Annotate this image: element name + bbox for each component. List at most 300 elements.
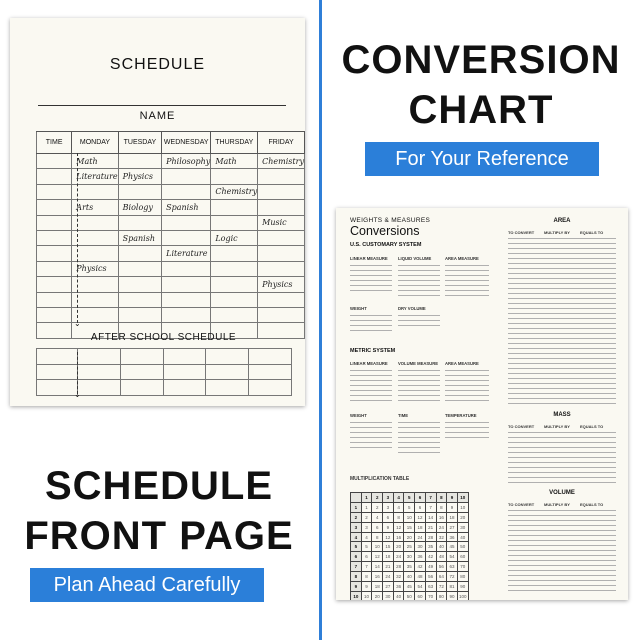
multiplication-cell: 45 (447, 542, 458, 552)
multiplication-cell: 42 (415, 562, 426, 572)
multiplication-cell: 20 (457, 512, 468, 522)
conversion-row (508, 432, 616, 433)
conversion-row (508, 243, 616, 244)
conversion-row (508, 378, 616, 379)
multiplication-cell: 3 (351, 522, 362, 532)
schedule-cell: Math (211, 154, 258, 169)
multiply-by-header: MULTIPLY BY (544, 230, 570, 235)
multiplication-cell: 24 (393, 552, 404, 562)
schedule-cell: Spanish (162, 200, 211, 215)
multiplication-cell: 35 (425, 542, 436, 552)
schedule-cell (118, 246, 162, 261)
conversion-row (508, 535, 616, 536)
multiplication-cell (351, 493, 362, 503)
multiplication-cell: 80 (436, 591, 447, 600)
schedule-heading-line2: FRONT PAGE (24, 514, 294, 558)
conversion-row (508, 318, 616, 319)
multiplication-cell: 8 (436, 493, 447, 503)
schedule-cell (72, 184, 118, 199)
multiplication-cell: 2 (372, 502, 383, 512)
multiplication-cell: 8 (351, 572, 362, 582)
multiplication-cell: 6 (361, 552, 372, 562)
conversion-row (508, 545, 616, 546)
conversion-heading-line2: CHART (408, 88, 554, 132)
multiplication-row (351, 591, 469, 600)
multiplication-cell: 10 (457, 502, 468, 512)
schedule-cell (258, 200, 305, 215)
metric-linear-heading: LINEAR MEASURE (350, 361, 388, 366)
volume-conversion-rows (508, 510, 616, 595)
after-school-cell (37, 349, 78, 365)
multiplication-cell: 28 (393, 562, 404, 572)
multiplication-cell: 10 (457, 493, 468, 503)
schedule-cell (37, 230, 72, 245)
multiplication-cell: 40 (404, 572, 415, 582)
schedule-cell (162, 169, 211, 184)
multiplication-cell: 54 (415, 582, 426, 592)
schedule-cell (118, 184, 162, 199)
column-header: TIME (37, 132, 72, 154)
schedule-cell: Arts (72, 200, 118, 215)
multiplication-cell: 21 (383, 562, 394, 572)
conversion-row (508, 585, 616, 586)
multiplication-cell: 28 (425, 532, 436, 542)
schedule-cell (118, 307, 162, 322)
schedule-title: SCHEDULE (109, 56, 206, 73)
conversion-row (508, 278, 616, 279)
conversion-row (508, 303, 616, 304)
multiplication-cell: 4 (361, 532, 372, 542)
to-convert-header: TO CONVERT (508, 230, 535, 235)
multiplication-cell: 18 (415, 522, 426, 532)
multiplication-cell: 27 (447, 522, 458, 532)
multiplication-cell: 9 (383, 522, 394, 532)
multiplication-cell: 32 (436, 532, 447, 542)
mass-table-title: MASS (553, 412, 571, 418)
conversion-row (508, 358, 616, 359)
conversion-row (508, 238, 616, 239)
schedule-sheet (10, 18, 305, 406)
multiplication-cell: 80 (457, 572, 468, 582)
time-heading: TIME (398, 413, 409, 418)
conversion-row (508, 248, 616, 249)
conversion-row (508, 530, 616, 531)
multiplication-cell: 40 (393, 591, 404, 600)
conversion-row (508, 253, 616, 254)
multiplication-cell: 4 (393, 502, 404, 512)
multiplication-cell: 72 (447, 572, 458, 582)
multiplication-cell: 9 (447, 502, 458, 512)
multiplication-cell: 72 (436, 582, 447, 592)
multiplication-cell: 3 (361, 522, 372, 532)
schedule-cell (118, 277, 162, 292)
multiplication-cell: 42 (425, 552, 436, 562)
after-school-table (36, 348, 292, 396)
multiplication-cell: 24 (436, 522, 447, 532)
schedule-cell: Logic (211, 230, 258, 245)
schedule-cell (72, 277, 118, 292)
conversion-row (508, 472, 616, 473)
schedule-cell (37, 307, 72, 322)
arrow-down-icon: ⌄ (74, 390, 81, 399)
after-school-cell (78, 349, 121, 365)
schedule-cell (37, 200, 72, 215)
multiplication-cell: 7 (425, 493, 436, 503)
multiplication-cell: 16 (393, 532, 404, 542)
multiplication-cell: 30 (404, 552, 415, 562)
multiplication-cell: 56 (425, 572, 436, 582)
schedule-cell (72, 292, 118, 307)
conversion-row (508, 383, 616, 384)
after-school-cell (120, 349, 163, 365)
column-header: THURSDAY (211, 132, 258, 154)
volume-table-title: VOLUME (549, 490, 575, 496)
multiplication-cell: 7 (351, 562, 362, 572)
conversion-row (508, 288, 616, 289)
schedule-cell: Chemistry (258, 154, 305, 169)
schedule-cell (37, 154, 72, 169)
conversion-row (508, 442, 616, 443)
schedule-cell: Literature (162, 246, 211, 261)
schedule-cell (162, 292, 211, 307)
multiplication-cell: 16 (372, 572, 383, 582)
schedule-cell (211, 169, 258, 184)
multiplication-row (351, 532, 469, 542)
mass-conversion-rows (508, 432, 616, 487)
conversion-row (508, 437, 616, 438)
multiplication-row (351, 522, 469, 532)
multiplication-cell: 30 (457, 522, 468, 532)
conversion-row (508, 343, 616, 344)
multiplication-cell: 6 (372, 522, 383, 532)
after-school-cell (37, 380, 78, 396)
after-school-cell (249, 380, 292, 396)
conversion-row (508, 398, 616, 399)
multiplication-cell: 2 (372, 493, 383, 503)
schedule-cell (162, 261, 211, 276)
temperature-heading: TEMPERATURE (445, 413, 477, 418)
schedule-cell (258, 184, 305, 199)
schedule-cell (162, 230, 211, 245)
after-school-cell (249, 364, 292, 380)
multiplication-cell: 14 (425, 512, 436, 522)
area-conversion-rows (508, 238, 616, 408)
conversion-heading-line1: CONVERSION (341, 38, 621, 82)
schedule-cell (211, 292, 258, 307)
schedule-cell (72, 230, 118, 245)
conversion-row (508, 570, 616, 571)
schedule-cell (72, 246, 118, 261)
multiplication-cell: 10 (351, 591, 362, 600)
multiplication-cell: 5 (404, 493, 415, 503)
conversion-row (508, 308, 616, 309)
conversion-row (508, 263, 616, 264)
center-divider (319, 0, 322, 640)
schedule-cell: Philosophy (162, 154, 211, 169)
schedule-cell: Physics (258, 277, 305, 292)
after-school-cell (120, 380, 163, 396)
conversion-row (508, 313, 616, 314)
multiplication-cell: 3 (383, 493, 394, 503)
conversion-row (508, 258, 616, 259)
dry-heading: DRY VOLUME (398, 306, 426, 311)
multiplication-cell: 5 (351, 542, 362, 552)
multiply-by-header: MULTIPLY BY (544, 424, 570, 429)
conversion-row (508, 393, 616, 394)
schedule-cell (72, 215, 118, 230)
dry-lines (398, 315, 440, 330)
conversion-row (508, 555, 616, 556)
multiplication-cell: 6 (415, 502, 426, 512)
weight-heading: WEIGHT (350, 306, 367, 311)
conversion-row (508, 482, 616, 483)
after-school-cell (206, 349, 249, 365)
column-header: MONDAY (72, 132, 118, 154)
multiplication-cell: 18 (383, 552, 394, 562)
conversion-row (508, 540, 616, 541)
schedule-cell (37, 277, 72, 292)
multiplication-row (351, 493, 469, 503)
multiplication-cell: 9 (447, 493, 458, 503)
multiplication-cell: 63 (447, 562, 458, 572)
multiplication-cell: 4 (393, 493, 404, 503)
after-school-cell (163, 349, 206, 365)
conversion-sheet (336, 208, 628, 600)
schedule-heading-line1: SCHEDULE (44, 464, 274, 508)
multiplication-cell: 10 (361, 591, 372, 600)
multiplication-cell: 9 (361, 582, 372, 592)
schedule-cell: Physics (118, 169, 162, 184)
multiplication-cell: 14 (372, 562, 383, 572)
multiplication-cell: 30 (383, 591, 394, 600)
conversion-row (508, 268, 616, 269)
multiplication-cell: 9 (351, 582, 362, 592)
multiplication-cell: 20 (404, 532, 415, 542)
area-lines (445, 265, 489, 300)
after-school-cell (249, 349, 292, 365)
conversion-row (508, 293, 616, 294)
multiplication-cell: 63 (425, 582, 436, 592)
schedule-cell (162, 277, 211, 292)
temperature-lines (445, 422, 489, 442)
after-school-cell (78, 380, 121, 396)
multiplication-cell: 16 (436, 512, 447, 522)
conversion-row (508, 338, 616, 339)
multiplication-row (351, 572, 469, 582)
multiplication-cell: 64 (436, 572, 447, 582)
multiplication-cell: 12 (383, 532, 394, 542)
multiplication-cell: 1 (361, 502, 372, 512)
equals-to-header: EQUALS TO (580, 502, 604, 507)
conversion-row (508, 477, 616, 478)
multiplication-cell: 70 (457, 562, 468, 572)
schedule-cell (211, 307, 258, 322)
multiplication-cell: 49 (425, 562, 436, 572)
schedule-cell (211, 277, 258, 292)
multiplication-cell: 90 (447, 591, 458, 600)
arrow-down-icon: ⌄ (74, 319, 81, 328)
conversion-row (508, 328, 616, 329)
schedule-cell: Literature (72, 169, 118, 184)
multiplication-cell: 20 (372, 591, 383, 600)
conversion-row (508, 515, 616, 516)
schedule-cell: Spanish (118, 230, 162, 245)
linear-heading: LINEAR MEASURE (350, 256, 388, 261)
multiplication-cell: 100 (457, 591, 468, 600)
multiplication-cell: 5 (404, 502, 415, 512)
conversion-row (508, 457, 616, 458)
schedule-header-row (37, 132, 305, 154)
schedule-cell: Biology (118, 200, 162, 215)
multiplication-cell: 54 (447, 552, 458, 562)
metric-area-lines (445, 370, 489, 405)
after-school-cell (163, 364, 206, 380)
multiplication-cell: 30 (415, 542, 426, 552)
conversion-row (508, 467, 616, 468)
metric-area-heading: AREA MEASURE (445, 361, 479, 366)
conversion-row (508, 273, 616, 274)
schedule-cell (37, 261, 72, 276)
schedule-cell (118, 215, 162, 230)
multiplication-cell: 12 (393, 522, 404, 532)
liquid-lines (398, 265, 440, 300)
multiplication-cell: 36 (393, 582, 404, 592)
schedule-cell: Math (72, 154, 118, 169)
column-header: FRIDAY (258, 132, 305, 154)
multiplication-cell: 81 (447, 582, 458, 592)
schedule-cell (162, 307, 211, 322)
after-school-row (37, 349, 292, 365)
schedule-cell (37, 169, 72, 184)
liquid-heading: LIQUID VOLUME (398, 256, 432, 261)
multiplication-row (351, 552, 469, 562)
multiplication-cell: 24 (415, 532, 426, 542)
schedule-cell (258, 261, 305, 276)
multiplication-cell: 56 (436, 562, 447, 572)
time-arrow (77, 153, 78, 323)
metric-volume-heading: VOLUME MEASURE (398, 361, 439, 366)
after-school-cell (78, 364, 121, 380)
multiplication-cell: 24 (383, 572, 394, 582)
multiplication-cell: 48 (415, 572, 426, 582)
multiplication-cell: 8 (436, 502, 447, 512)
conversion-row (508, 353, 616, 354)
area-table-title: AREA (553, 218, 571, 224)
name-label: NAME (139, 110, 176, 122)
schedule-cell (37, 215, 72, 230)
conversion-row (508, 368, 616, 369)
metric-weight-heading: WEIGHT (350, 413, 367, 418)
after-school-cell (206, 364, 249, 380)
sheet-title: Conversions (350, 224, 420, 238)
multiplication-cell: 6 (351, 552, 362, 562)
multiplication-cell: 5 (361, 542, 372, 552)
metric-linear-lines (350, 370, 392, 405)
us-system-heading: U.S. CUSTOMARY SYSTEM (350, 242, 422, 248)
schedule-cell (118, 154, 162, 169)
conversion-row (508, 575, 616, 576)
multiplication-cell: 60 (457, 552, 468, 562)
metric-system-heading: METRIC SYSTEM (350, 348, 396, 354)
conversion-row (508, 298, 616, 299)
metric-weight-lines (350, 422, 392, 452)
conversion-row (508, 580, 616, 581)
multiplication-cell: 35 (404, 562, 415, 572)
time-arrow (77, 352, 78, 394)
weight-lines (350, 315, 392, 335)
equals-to-header: EQUALS TO (580, 424, 604, 429)
conversion-row (508, 462, 616, 463)
multiplication-heading: MULTIPLICATION TABLE (350, 476, 410, 482)
multiplication-row (351, 542, 469, 552)
schedule-cell (37, 292, 72, 307)
multiplication-cell: 27 (383, 582, 394, 592)
conversion-row (508, 520, 616, 521)
multiplication-cell: 3 (383, 502, 394, 512)
after-school-cell (37, 364, 78, 380)
schedule-cell (118, 292, 162, 307)
multiplication-cell: 20 (393, 542, 404, 552)
schedule-cell: Music (258, 215, 305, 230)
conversion-row (508, 565, 616, 566)
multiplication-cell: 7 (425, 502, 436, 512)
conversion-row (508, 590, 616, 591)
conversion-row (508, 373, 616, 374)
multiplication-cell: 60 (415, 591, 426, 600)
schedule-cell (211, 246, 258, 261)
multiplication-table (350, 492, 469, 600)
multiplication-cell: 21 (425, 522, 436, 532)
multiplication-cell: 45 (404, 582, 415, 592)
after-school-cell (120, 364, 163, 380)
multiplication-cell: 15 (383, 542, 394, 552)
multiplication-cell: 10 (372, 542, 383, 552)
multiplication-cell: 90 (457, 582, 468, 592)
to-convert-header: TO CONVERT (508, 502, 535, 507)
equals-to-header: EQUALS TO (580, 230, 604, 235)
multiplication-cell: 50 (404, 591, 415, 600)
conversion-row (508, 388, 616, 389)
multiplication-cell: 40 (457, 532, 468, 542)
multiplication-cell: 36 (447, 532, 458, 542)
multiplication-cell: 70 (425, 591, 436, 600)
multiplication-cell: 8 (393, 512, 404, 522)
linear-lines (350, 265, 392, 295)
multiplication-cell: 48 (436, 552, 447, 562)
conversion-row (508, 550, 616, 551)
multiplication-cell: 6 (415, 493, 426, 503)
schedule-cell (37, 184, 72, 199)
multiply-by-header: MULTIPLY BY (544, 502, 570, 507)
schedule-cell (211, 215, 258, 230)
multiplication-cell: 1 (351, 502, 362, 512)
multiplication-cell: 1 (361, 493, 372, 503)
conversion-row (508, 447, 616, 448)
conversion-row (508, 323, 616, 324)
multiplication-row (351, 502, 469, 512)
multiplication-cell: 25 (404, 542, 415, 552)
multiplication-cell: 7 (361, 562, 372, 572)
multiplication-cell: 12 (415, 512, 426, 522)
sheet-small-title: WEIGHTS & MEASURES (350, 217, 431, 224)
schedule-cell (211, 200, 258, 215)
conversion-row (508, 348, 616, 349)
time-lines (398, 422, 440, 457)
multiplication-cell: 2 (361, 512, 372, 522)
conversion-row (508, 510, 616, 511)
multiplication-cell: 32 (393, 572, 404, 582)
schedule-cell (162, 215, 211, 230)
